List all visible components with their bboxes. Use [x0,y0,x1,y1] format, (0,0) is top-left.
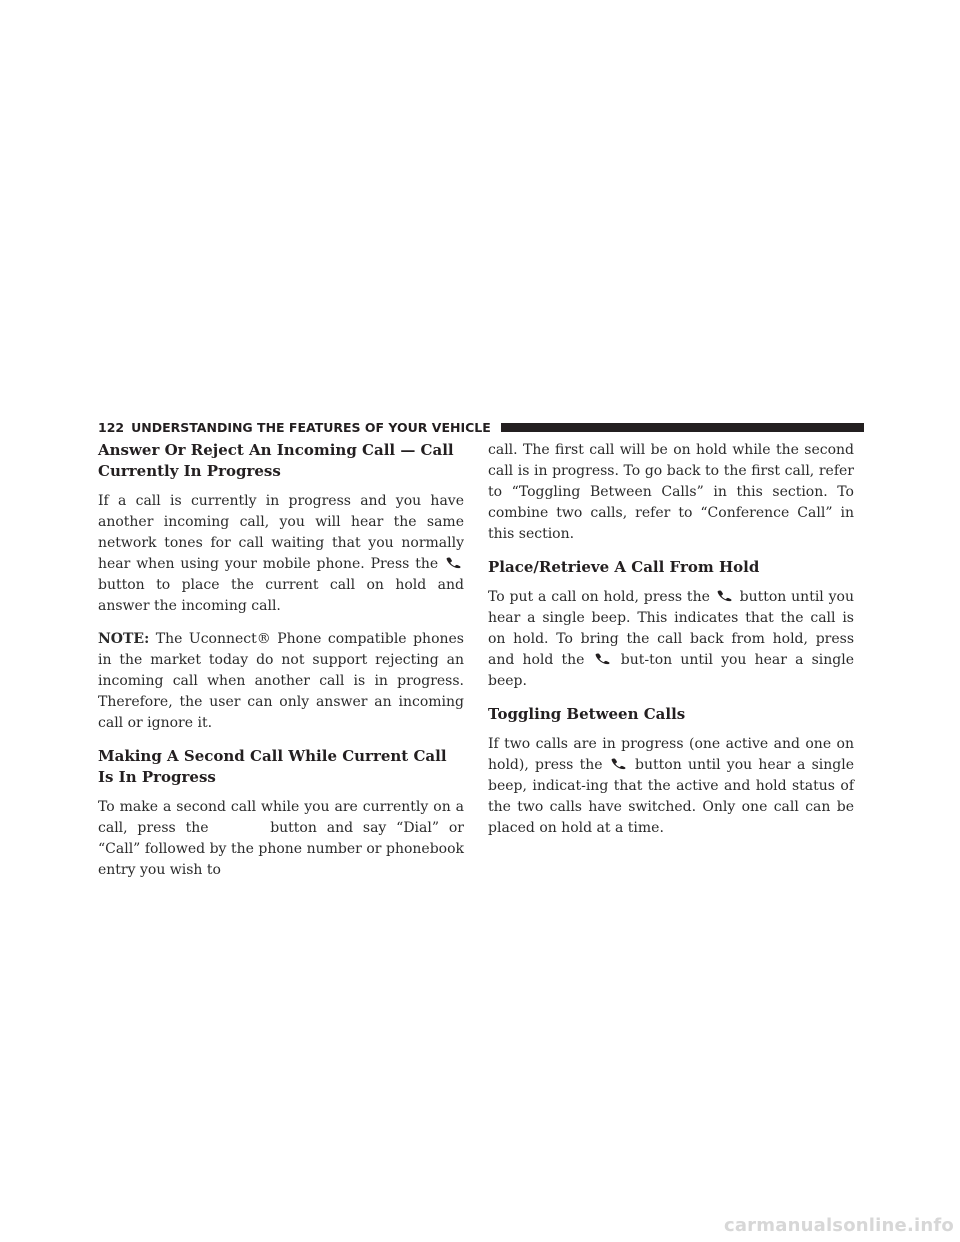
phone-handset-icon [594,652,612,665]
watermark: carmanualsonline.info [723,1215,954,1236]
page-number: 122 [98,419,125,435]
phone-handset-icon [716,589,734,602]
phone-handset-icon [610,757,628,770]
heading-answer-reject: Answer Or Reject An Incoming Call — Call Currently In Progress [98,441,454,480]
right-column [488,440,854,851]
heading-hold: Place/Retrieve A Call From Hold [488,558,760,576]
paragraph-second-call: To make a second call while you are currently on a call, press the button and say “Dial” or “Call” followed by the phone number or phonebook entry you wish to [98,799,464,878]
heading-second-call: Making A Second Call While Current Call Is In Progress [98,747,447,786]
heading-toggling: Toggling Between Calls [488,705,686,723]
page-header [98,417,864,437]
missing-voice-button-icon [218,820,260,832]
paragraph-hold: To put a call on hold, press the button until you hear a single beep. This indicates that the call is on hold. To bring the call back from hold, press and hold the but-ton until you hear a single beep. [488,589,855,689]
header-rule [501,423,864,432]
paragraph-second-call-continued: call. The first call will be on hold while the second call is in progress. To go back to the first call, refer to “Toggling Between Calls” in this section. To combine two calls, refer to “Conference Call” in this section. [488,442,854,542]
paragraph-answer-reject: If a call is currently in progress and you have another incoming call, you will hear the same network tones for call waiting that you normally hear when using your mobile phone. Press the button to place the current call on hold and answer the incoming call. [98,493,464,614]
left-column [98,440,464,893]
note-label: NOTE: [98,631,150,647]
phone-handset-icon [445,556,463,569]
note-paragraph: NOTE: The Uconnect® Phone compatible phones in the market today do not support rejecting an incoming call when another call is in progress. Therefore, the user can only answer an incoming call or ignore it. [98,631,464,731]
paragraph-toggling: If two calls are in progress (one active and one on hold), press the button until you hear a single beep, indicat-ing that the active and hold status of the two calls have switched. Only one call can be placed on hold at a time. [488,736,854,836]
section-title: UNDERSTANDING THE FEATURES OF YOUR VEHICLE [131,419,491,435]
